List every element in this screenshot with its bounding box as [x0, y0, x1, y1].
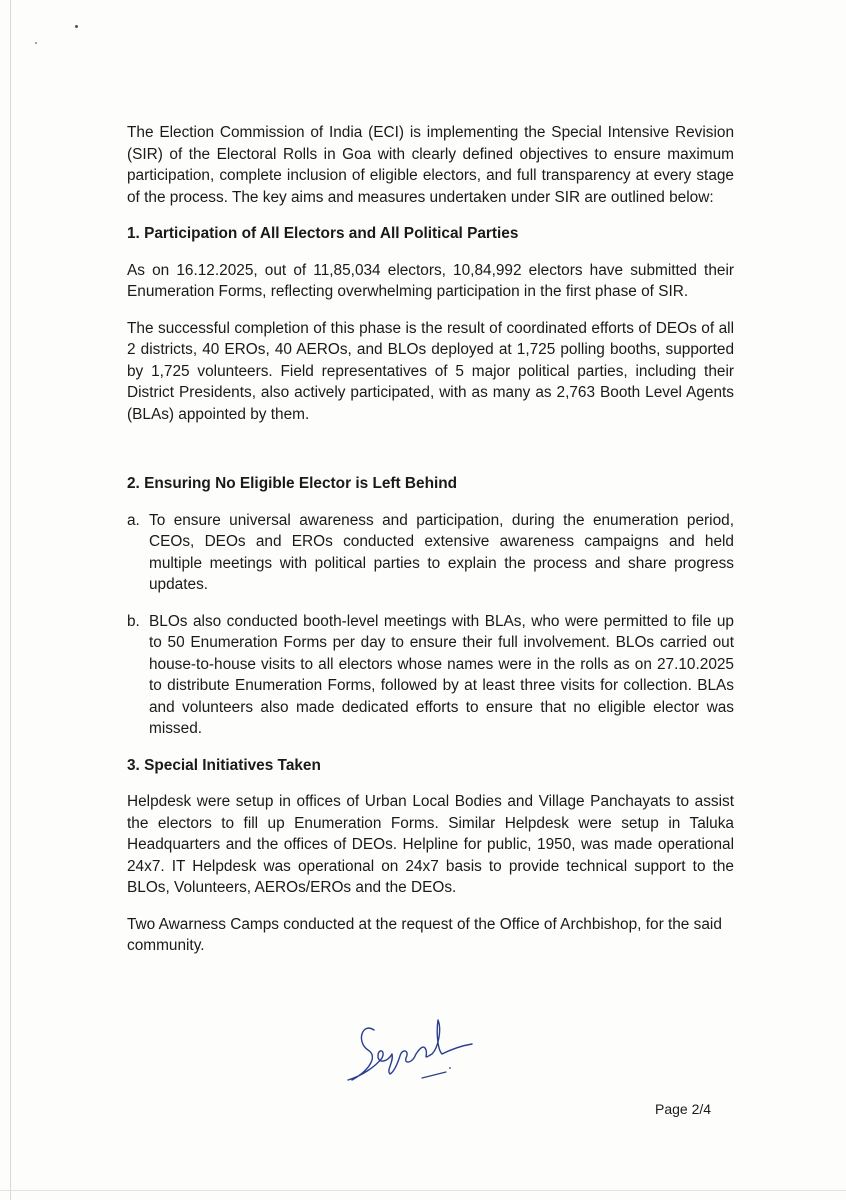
list-marker: b. — [127, 612, 140, 630]
scan-speck — [75, 25, 78, 28]
section-1-paragraph-2: The successful completion of this phase is the result of coordinated efforts of DEOs of all 2 districts, 40 EROs, 40 AEROs, and BLOs deployed at 1,725 polling booths, supported by 1,725 volunteers. Field representatives of 5 major political parties, including their District Presidents, also actively participated, with as many as 2,763 Booth Level Agents (BLAs) appointed by them. — [127, 319, 734, 423]
intro-paragraph: The Election Commission of India (ECI) is implementing the Special Intensive Revision (SIR) of the Electoral Rolls in Goa with clearly defined objectives to ensure maximum participation, complete inclusion of eligible electors, and full transparency at every stage of the process. The key aims and measures undertaken under SIR are outlined below: — [127, 124, 734, 206]
scan-edge — [10, 0, 11, 1200]
page-number: Page 2/4 — [655, 1101, 712, 1117]
section-3-paragraph-2: Two Awarness Camps conducted at the request of the Office of Archbishop, for the said community. — [127, 915, 722, 954]
list-item-text: To ensure universal awareness and participation, during the enumeration period, CEOs, DEOs and EROs conducted extensive awareness campaigns and held multiple meetings with political parties to explain the process and share progress updates. — [149, 511, 734, 593]
scan-edge-bottom — [0, 1190, 846, 1191]
section-2-heading: 2. Ensuring No Eligible Elector is Left Behind — [127, 475, 458, 492]
section-1-heading: 1. Participation of All Electors and All Political Parties — [127, 225, 519, 242]
section-1-paragraph-1: As on 16.12.2025, out of 11,85,034 electors, 10,84,992 electors have submitted their Enumeration Forms, reflecting overwhelming participation in the first phase of SIR. — [127, 261, 734, 300]
section-3-paragraph-1: Helpdesk were setup in offices of Urban Local Bodies and Village Panchayats to assist the electors to fill up Enumeration Forms. Similar Helpdesk were setup in Taluka Headquarters and the offices of DEOs. Helpline for public, 1950, was made operational 24x7. IT Helpdesk was operational on 24x7 basis to provide technical support to the BLOs, Volunteers, AEROs/EROs and the DEOs. — [127, 793, 734, 896]
list-marker: a. — [127, 511, 140, 529]
document-body — [127, 122, 734, 957]
list-item-text: BLOs also conducted booth-level meetings with BLAs, who were permitted to file up to 50 Enumeration Forms per day to ensure their full involvement. BLOs carried out house-to-house visits to all electors whose names were in the rolls as on 27.10.2025 to distribute Enumeration Forms, followed by at least three visits for collection. BLAs and volunteers also made dedicated efforts to ensure that no eligible elector was missed. — [149, 612, 734, 737]
section-2-list — [127, 510, 734, 740]
scan-speck — [35, 42, 37, 44]
section-3-heading: 3. Special Initiatives Taken — [127, 756, 321, 774]
list-item — [127, 611, 734, 740]
handwritten-signature-icon — [342, 1010, 477, 1090]
list-item — [127, 510, 734, 596]
